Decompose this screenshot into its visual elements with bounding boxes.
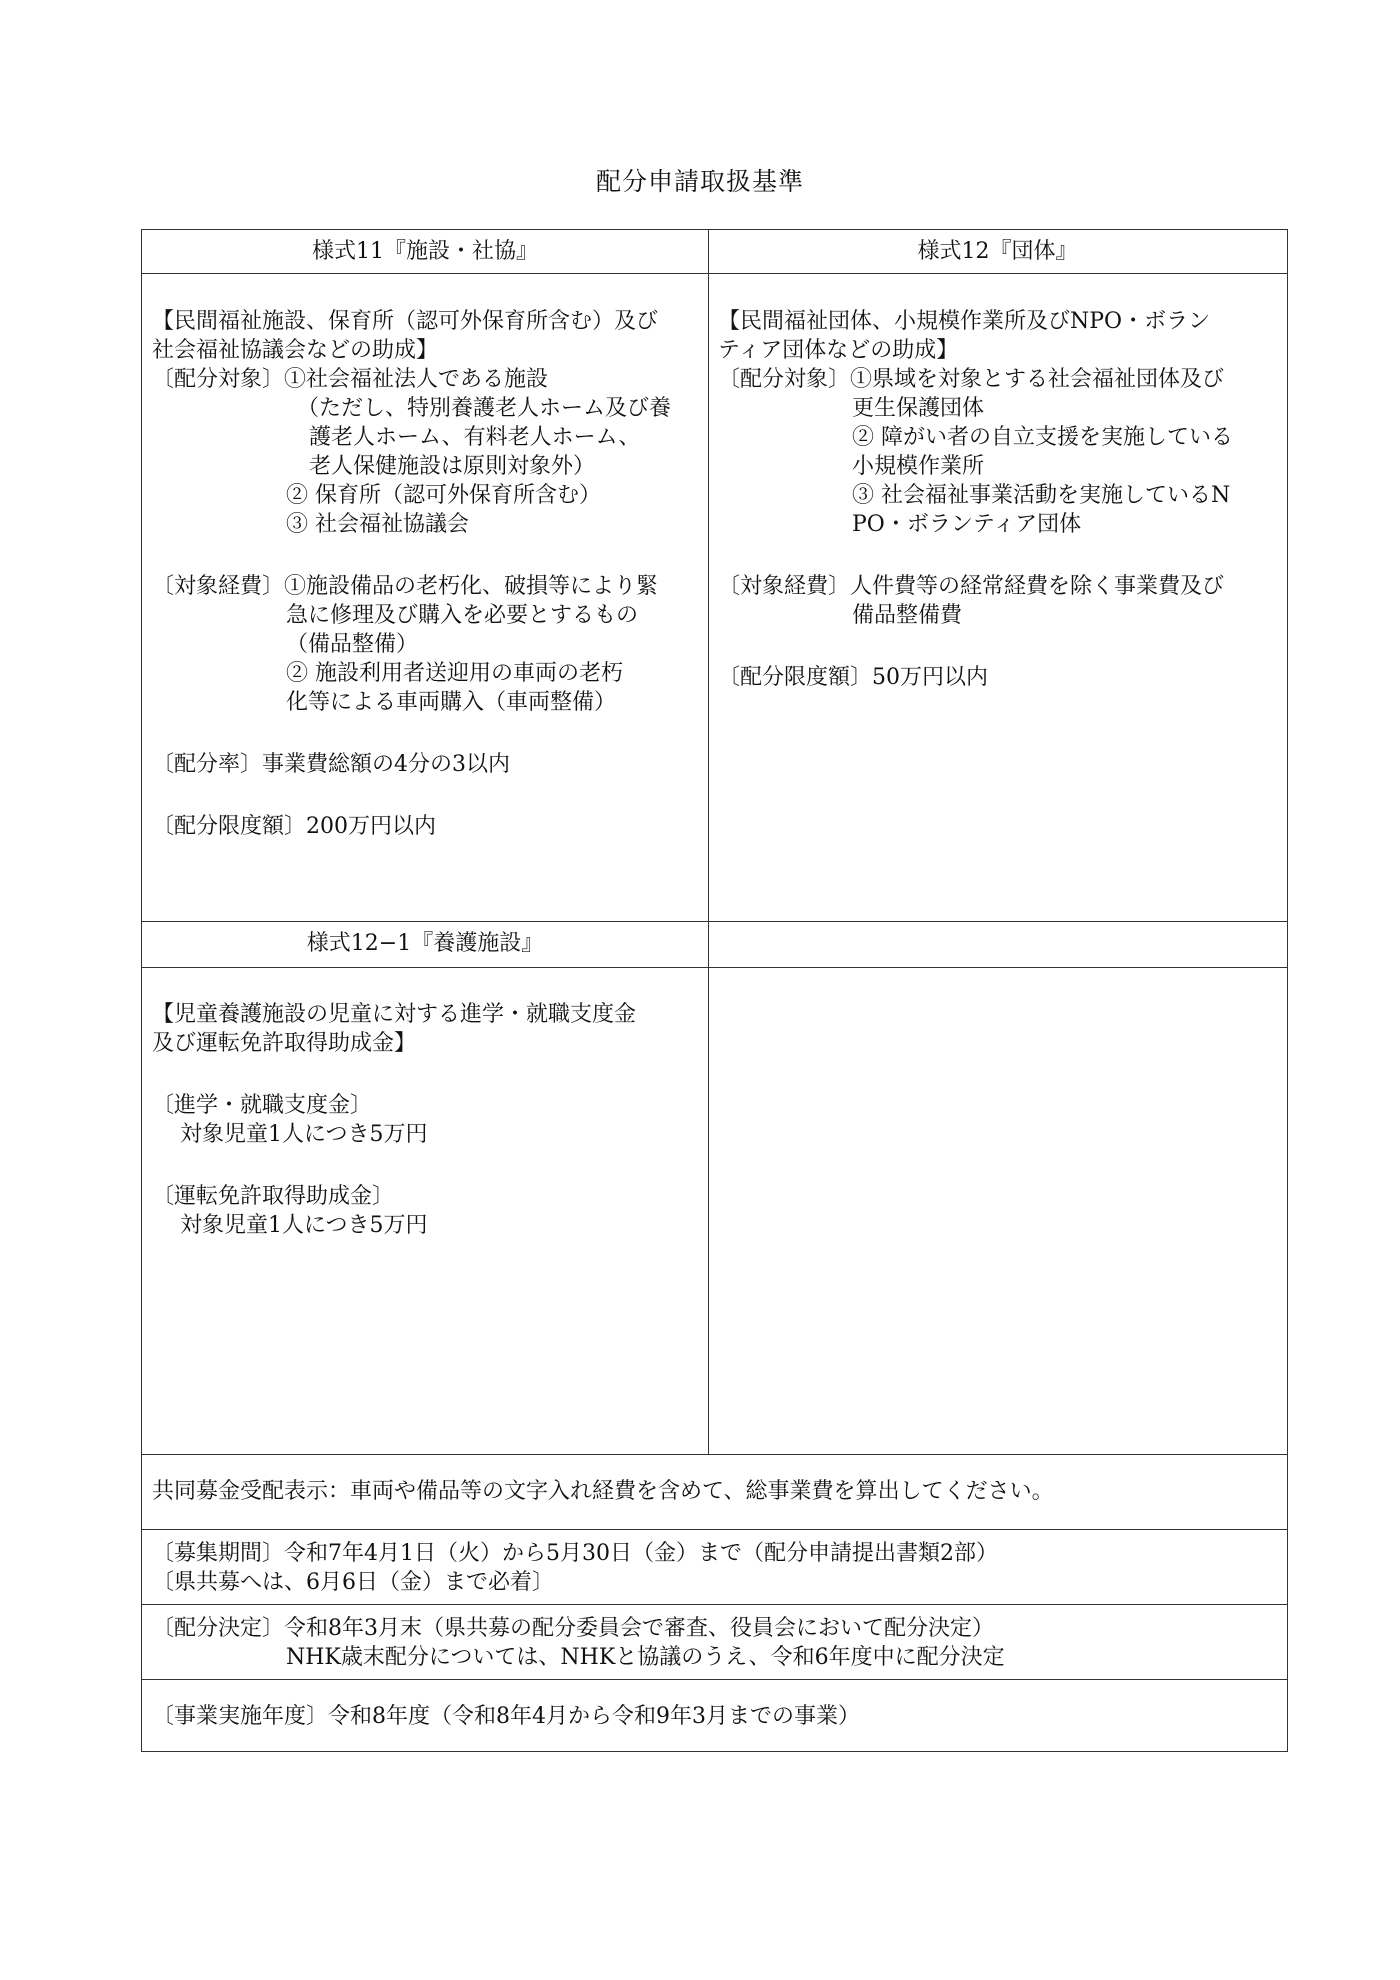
display-note-text: 共同募金受配表示：車両や備品等の文字入れ経費を含めて、総事業費を算出してください。 [152,1479,1054,1504]
license-support-title: 〔運転免許取得助成金〕 [152,1184,395,1209]
form11-expenses-line: 〔対象経費〕①施設備品の老朽化、破損等により緊 [152,574,659,599]
form11-limit: 〔配分限度額〕200万円以内 [152,814,436,839]
form12-expenses-line: 備品整備費 [852,603,963,628]
form12-target-line: PO・ボランティア団体 [852,512,1082,537]
study-support-title: 〔進学・就職支度金〕 [152,1093,373,1118]
column-divider [708,230,709,1454]
form12-heading-line: 【民間福祉団体、小規模作業所及びNPO・ボラン [718,309,1211,334]
allocation-decision-line: NHK歳末配分については、NHKと協議のうえ、令和6年度中に配分決定 [286,1645,1005,1670]
form11-heading-line: 社会福祉協議会などの助成】 [152,338,439,363]
form12-target-line: ③ 社会福祉事業活動を実施しているN [852,483,1231,508]
form12-content [718,307,1233,692]
implementation-year-text: 〔事業実施年度〕令和8年度（令和8年4月から令和9年3月までの事業） [152,1704,860,1729]
display-note [152,1477,1054,1506]
row-divider [142,921,1287,922]
form11-expenses-line: ② 施設利用者送迎用の車両の老朽 [286,661,623,686]
form11-header: 様式11『施設・社協』 [312,239,538,264]
form11-target-line: 老人保健施設は原則対象外） [309,454,596,479]
row-divider [142,967,1287,968]
study-support-amount: 対象児童1人につき5万円 [180,1122,428,1147]
row-divider [142,1679,1287,1680]
form12-limit: 〔配分限度額〕50万円以内 [718,665,988,690]
form12-target-line: 小規模作業所 [852,454,985,479]
recruitment-period-line: 〔県共募へは、6月6日（金）まで必着〕 [152,1570,554,1595]
allocation-decision-line: 〔配分決定〕令和8年3月末（県共募の配分委員会で審査、役員会において配分決定） [152,1616,994,1641]
form11-target-line: 護老人ホーム、有料老人ホーム、 [309,425,641,450]
implementation-year [152,1702,860,1731]
allocation-decision [152,1614,1005,1672]
recruitment-period-line: 〔募集期間〕令和7年4月1日（火）から5月30日（金）まで（配分申請提出書類2部） [152,1541,998,1566]
recruitment-period [152,1539,998,1597]
form12-1-heading-line: 【児童養護施設の児童に対する進学・就職支度金 [152,1002,637,1027]
form11-expenses-line: 急に修理及び購入を必要とするもの [286,603,639,628]
row-divider [142,1529,1287,1530]
criteria-table [141,229,1288,1752]
form12-1-heading-line: 及び運転免許取得助成金】 [152,1031,417,1056]
license-support-amount: 対象児童1人につき5万円 [180,1213,428,1238]
row-divider [142,1454,1287,1455]
form12-1-header: 様式12−1『養護施設』 [306,931,544,956]
form11-expenses-line: （備品整備） [286,632,419,657]
form12-1-content [152,1000,636,1240]
form11-target-line: （ただし、特別養護老人ホーム及び養 [297,396,672,421]
form11-target-line: 〔配分対象〕①社会福祉法人である施設 [152,367,549,392]
form12-target-line: 更生保護団体 [852,396,985,421]
form11-expenses-line: 化等による車両購入（車両整備） [286,690,617,715]
form11-target-line: ③ 社会福祉協議会 [286,512,469,537]
form12-target-line: ② 障がい者の自立支援を実施している [852,425,1233,450]
form12-expenses-line: 〔対象経費〕人件費等の経常経費を除く事業費及び [718,574,1225,599]
form11-heading-line: 【民間福祉施設、保育所（認可外保育所含む）及び [152,309,659,334]
row-divider [142,1604,1287,1605]
form11-content [152,307,671,841]
row-divider [142,273,1287,274]
form11-rate: 〔配分率〕事業費総額の4分の3以内 [152,752,510,777]
form12-header: 様式12『団体』 [917,239,1078,264]
form11-target-line: ② 保育所（認可外保育所含む） [286,483,601,508]
page-title: 配分申請取扱基準 [595,167,804,196]
form12-target-line: 〔配分対象〕①県域を対象とする社会福祉団体及び [718,367,1225,392]
form12-heading-line: ティア団体などの助成】 [718,338,959,363]
